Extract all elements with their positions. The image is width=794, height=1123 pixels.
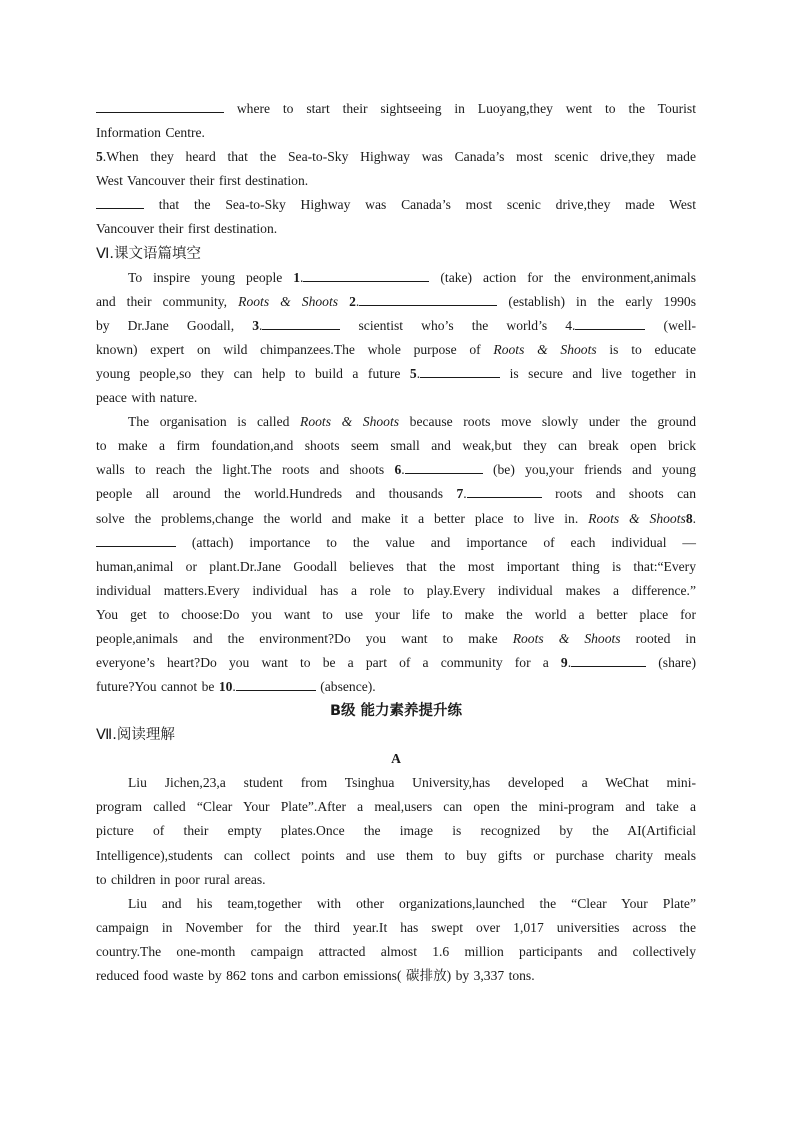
answer-blank[interactable] — [96, 194, 144, 209]
item4-line1: where to start their sightseeing in Luoyang,they went to the Tourist — [96, 97, 696, 121]
answer-blank-5[interactable] — [420, 363, 500, 378]
worksheet-page — [96, 97, 696, 988]
answer-blank-6[interactable] — [405, 459, 483, 474]
answer-blank-8[interactable] — [96, 532, 176, 547]
answer-blank-7[interactable] — [467, 483, 542, 498]
item5-line1: 5.When they heard that the Sea-to-Sky Highway was Canada’s most scenic drive,they made — [96, 149, 696, 165]
item5-line4: Vancouver their first destination. — [96, 221, 278, 237]
item5-line2: West Vancouver their first destination. — [96, 173, 309, 189]
item5-line3: that the Sea-to-Sky Highway was Canada’s most scenic drive,they made West — [96, 193, 696, 217]
answer-blank-1[interactable] — [303, 267, 429, 282]
item-number: 5 — [96, 149, 103, 165]
level-b-title: B级 能力素养提升练 — [329, 703, 463, 720]
item4-line2: Information Centre. — [96, 125, 205, 141]
passage-label: A — [391, 751, 401, 767]
answer-blank-4[interactable] — [575, 315, 645, 330]
section-7-heading: Ⅶ.阅读理解 — [96, 727, 175, 744]
answer-blank-3[interactable] — [262, 315, 340, 330]
answer-blank-10[interactable] — [236, 676, 316, 691]
section-6-heading: Ⅵ.课文语篇填空 — [96, 245, 201, 262]
section-6-paragraph-2: The organisation is called Roots & Shoots because roots move slowly under the ground to make a firm foundation,and shoots seem small and weak,but they can break open brick walls to reach the light.The roots and shoots 6. (be) you,your friends and young people all around the world.Hundreds and thousands 7. roots and shoots can solve the problems,change the world and make it a better place to live in. Roots & Shoots8. (attach) importance to the value and importance of each individual — human,animal or plant.Dr.Jane Goodall believes that the most important thing is that:“Every individual matters.Every individual has a role to play.Every individual makes a difference.” You get to choose:Do you want to use your life to make the world a better place for people,animals and the environment?Do you want to make Roots & Shoots rooted in everyone’s heart?Do you want to be a part of a community for a 9. (share) future?You cannot be 10. (absence). — [96, 414, 697, 695]
passage-paragraph-1: Liu Jichen,23,a student from Tsinghua University,has developed a WeChat mini- program called “Clear Your Plate”.After a meal,users can open the mini-program and take a picture of their empty plates.Once the image is recognized by the AI(Artificial Intelligence),students can collect points and use them to buy gifts or purchase charity meals to children in poor rural areas. — [96, 775, 696, 887]
answer-blank-2[interactable] — [359, 291, 497, 306]
passage-paragraph-2: Liu and his team,together with other organizations,launched the “Clear Your Plate” campaign in November for the third year.It has swept over 1,017 universities across the country.The one-month campaign attracted almost 1.6 million participants and collectively reduced food waste by 862 tons and carbon emissions( 碳排放) by 3,337 tons. — [96, 895, 696, 983]
answer-blank[interactable] — [96, 98, 224, 113]
answer-blank-9[interactable] — [571, 652, 646, 667]
section-6-paragraph-1: To inspire young people 1. (take) action for the environment,animals and their community, Roots & Shoots 2. (establish) in the early 1990s by Dr.Jane Goodall, 3. scientist who’s the world’s 4. (well- known) expert on wild chimpanzees.The whole purpose of Roots & Shoots is to educate young people,so they can help to build a future 5. is secure and live together in peace with nature. — [96, 266, 696, 411]
